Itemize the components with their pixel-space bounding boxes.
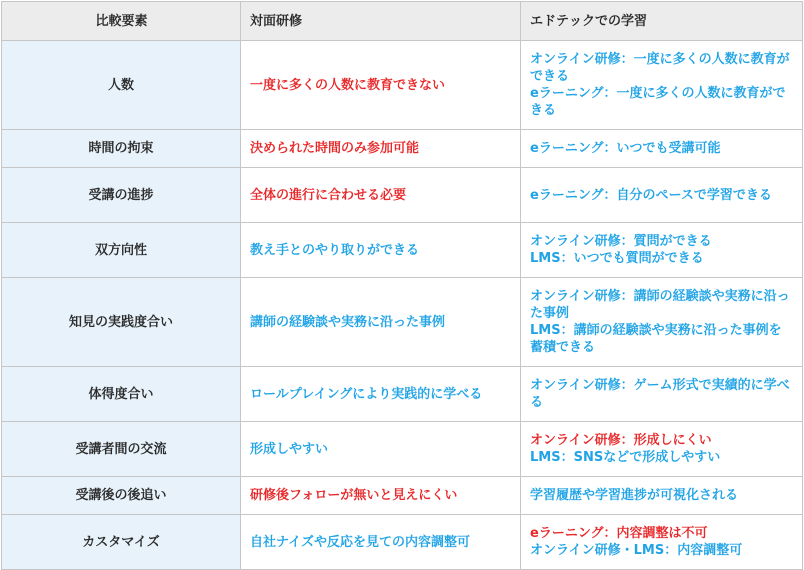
edtech-cell [521, 367, 803, 422]
row-label: 時間の拘束 [2, 130, 241, 168]
face-to-face-text: 自社ナイズや反応を見ての内容調整可 [250, 534, 470, 550]
table-body [2, 41, 803, 570]
edtech-line: LMS：講師の経験談や実務に沿った事例を蓄積できる [530, 323, 782, 355]
edtech-line: eラーニング：自分のペースで学習できる [530, 187, 772, 203]
edtech-line: LMS：いつでも質問ができる [530, 251, 704, 266]
row-label: 双方向性 [2, 223, 241, 278]
table-row [2, 130, 803, 168]
edtech-cell [521, 41, 803, 130]
face-to-face-text: 教え手とのやり取りができる [250, 242, 420, 258]
face-to-face-cell [241, 168, 521, 223]
edtech-cell [521, 130, 803, 168]
edtech-line: eラーニング：一度に多くの人数に教育ができる [530, 86, 786, 118]
edtech-cell [521, 223, 803, 278]
row-label: 受講者間の交流 [2, 422, 241, 477]
table-row [2, 168, 803, 223]
face-to-face-cell [241, 278, 521, 367]
face-to-face-cell [241, 422, 521, 477]
edtech-cell [521, 422, 803, 477]
face-to-face-cell [241, 477, 521, 515]
edtech-line: オンライン研修：形成しにくい [530, 433, 712, 448]
row-label: 人数 [2, 41, 241, 130]
edtech-cell [521, 477, 803, 515]
face-to-face-text: 形成しやすい [250, 441, 329, 457]
edtech-cell [521, 515, 803, 570]
face-to-face-cell [241, 223, 521, 278]
table-row [2, 278, 803, 367]
edtech-line: オンライン研修：一度に多くの人数に教育ができる [530, 52, 790, 84]
comparison-table [1, 1, 803, 570]
face-to-face-cell [241, 367, 521, 422]
row-label: 受講の進捗 [2, 168, 241, 223]
edtech-line: オンライン研修・LMS：内容調整可 [530, 543, 743, 558]
header-comparison-element: 比較要素 [2, 2, 241, 41]
header-row [2, 2, 803, 41]
edtech-line: オンライン研修：ゲーム形式で実績的に学べる [530, 378, 790, 410]
edtech-line: 学習履歴や学習進捗が可視化される [530, 488, 739, 503]
row-label: 受講後の後追い [2, 477, 241, 515]
face-to-face-text: 全体の進行に合わせる必要 [250, 187, 407, 203]
table-row [2, 422, 803, 477]
row-label: 知見の実践度合い [2, 278, 241, 367]
header-edtech: エドテックでの学習 [521, 2, 803, 41]
table-row [2, 223, 803, 278]
edtech-line: オンライン研修：質問ができる [530, 234, 712, 249]
face-to-face-text: ロールプレイングにより実践的に学べる [250, 386, 483, 402]
edtech-line: オンライン研修：講師の経験談や実務に沿った事例 [530, 289, 790, 321]
face-to-face-cell [241, 515, 521, 570]
face-to-face-text: 講師の経験談や実務に沿った事例 [250, 314, 446, 330]
face-to-face-text: 一度に多くの人数に教育できない [250, 77, 446, 93]
face-to-face-text: 研修後フォローが無いと見えにくい [250, 488, 458, 503]
table-row [2, 367, 803, 422]
edtech-cell [521, 278, 803, 367]
table-header [2, 2, 803, 41]
face-to-face-cell [241, 41, 521, 130]
header-face-to-face: 対面研修 [241, 2, 521, 41]
row-label: カスタマイズ [2, 515, 241, 570]
table-row [2, 41, 803, 130]
face-to-face-cell [241, 130, 521, 168]
face-to-face-text: 決められた時間のみ参加可能 [250, 141, 420, 156]
table-row [2, 477, 803, 515]
table-row [2, 515, 803, 570]
edtech-cell [521, 168, 803, 223]
row-label: 体得度合い [2, 367, 241, 422]
edtech-line: LMS：SNSなどで形成しやすい [530, 450, 721, 465]
edtech-line: eラーニング：内容調整は不可 [530, 526, 708, 541]
edtech-line: eラーニング：いつでも受講可能 [530, 141, 721, 156]
